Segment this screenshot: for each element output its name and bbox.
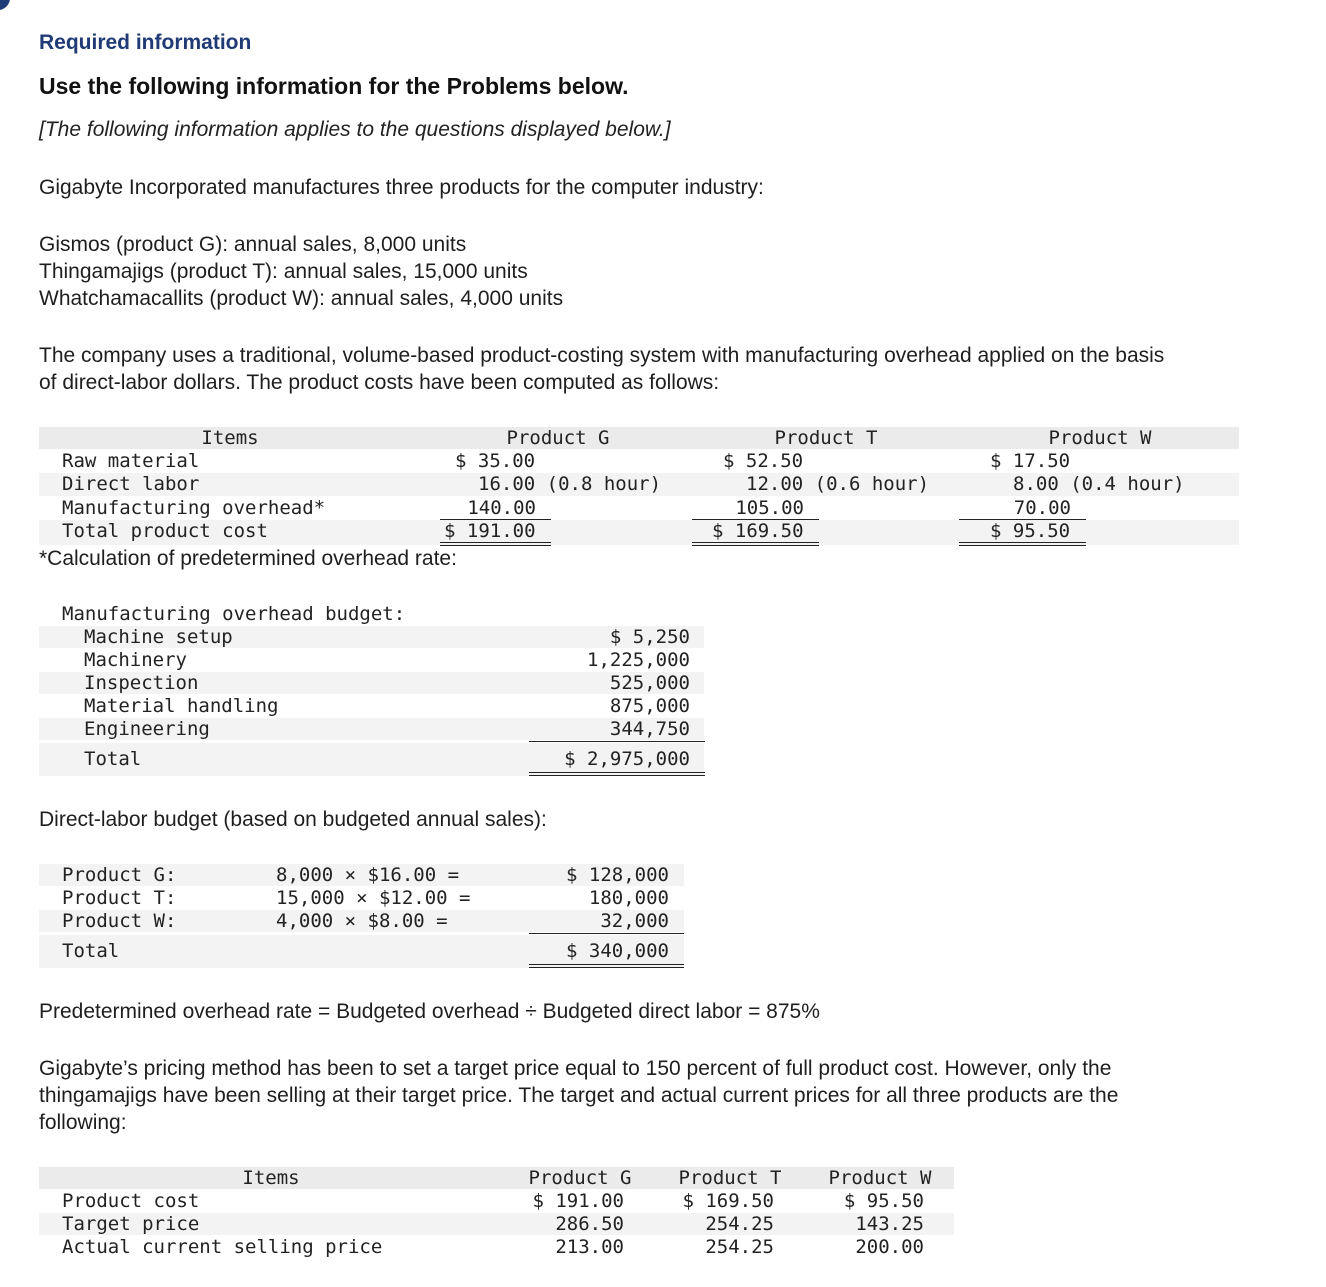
product-line-w: Whatchamacallits (product W): annual sales, 4,000 units xyxy=(39,287,564,310)
cost-row-label: Manufacturing overhead* xyxy=(62,497,326,519)
corner-badge xyxy=(0,0,10,10)
total-double-rule xyxy=(529,772,705,776)
overhead-row-label: Material handling xyxy=(84,695,279,717)
overhead-row-label: Engineering xyxy=(84,718,210,740)
overhead-row-label: Machinery xyxy=(84,649,187,671)
cost-row-label: Direct labor xyxy=(62,473,200,495)
cost-header-product-w: Product W xyxy=(1048,427,1152,449)
labor-budget-title: Direct-labor budget (based on budgeted annual sales): xyxy=(39,808,547,831)
labor-row-value: 32,000 xyxy=(600,910,669,932)
cost-row-t: 12.00 (0.6 hour) xyxy=(746,473,930,495)
price-row-g: $ 191.00 xyxy=(532,1190,624,1212)
cost-row-g: $ 191.00 xyxy=(444,520,536,542)
intro-text: Gigabyte Incorporated manufactures three products for the computer industry: xyxy=(39,176,764,199)
price-header-product-t: Product T xyxy=(678,1167,782,1189)
price-row-g: 213.00 xyxy=(555,1236,624,1258)
price-row-w: 143.25 xyxy=(855,1213,924,1235)
total-double-rule xyxy=(529,964,684,968)
cost-header-product-t: Product T xyxy=(774,427,878,449)
cost-row-w: $ 17.50 xyxy=(990,450,1071,472)
overhead-total-label: Total xyxy=(84,748,142,770)
labor-total-value: $ 340,000 xyxy=(566,940,669,962)
cost-header-items: Items xyxy=(201,427,259,449)
total-double-rule xyxy=(692,542,819,546)
cost-row-w: 8.00 (0.4 hour) xyxy=(1013,473,1185,495)
labor-total-label: Total xyxy=(62,940,120,962)
cost-row-g: 16.00 (0.8 hour) xyxy=(478,473,662,495)
labor-row-label: Product G: xyxy=(62,864,177,886)
price-row-t: 254.25 xyxy=(705,1213,774,1235)
overhead-row-value: 875,000 xyxy=(609,695,690,717)
pricing-text-line-3: following: xyxy=(39,1111,127,1134)
overhead-budget-title: Manufacturing overhead budget: xyxy=(62,603,406,625)
price-header-items: Items xyxy=(242,1167,300,1189)
subtotal-rule xyxy=(529,933,684,934)
labor-row-label: Product W: xyxy=(62,910,177,932)
cost-row-w: $ 95.50 xyxy=(990,520,1071,542)
overhead-row-label: Machine setup xyxy=(84,626,233,648)
subtotal-rule xyxy=(529,741,705,742)
price-row-w: $ 95.50 xyxy=(843,1190,924,1212)
cost-row-label: Total product cost xyxy=(62,520,268,542)
product-line-g: Gismos (product G): annual sales, 8,000 units xyxy=(39,233,467,256)
cost-row-g: 140.00 xyxy=(467,497,536,519)
price-row-t: 254.25 xyxy=(705,1236,774,1258)
labor-row-calc: 4,000 × $8.00 = xyxy=(276,910,448,932)
cost-row-g: $ 35.00 xyxy=(455,450,536,472)
cost-row-t: $ 52.50 xyxy=(723,450,804,472)
pricing-text-line-1: Gigabyte’s pricing method has been to set a target price equal to 150 percent of full product cost. However, only the xyxy=(39,1057,1112,1080)
price-header-product-w: Product W xyxy=(828,1167,932,1189)
overhead-total-value: $ 2,975,000 xyxy=(564,748,690,770)
cost-row-t: 105.00 xyxy=(735,497,804,519)
overhead-row-value: 1,225,000 xyxy=(587,649,690,671)
price-row-t: $ 169.50 xyxy=(682,1190,774,1212)
price-row-label: Target price xyxy=(62,1213,200,1235)
overhead-row-value: 525,000 xyxy=(609,672,690,694)
labor-row-value: 180,000 xyxy=(588,887,669,909)
costing-text-line-1: The company uses a traditional, volume-based product-costing system with manufacturing overhead applied on the basis xyxy=(39,344,1165,367)
product-line-t: Thingamajigs (product T): annual sales, 15,000 units xyxy=(39,260,528,283)
overhead-row-value: 344,750 xyxy=(609,718,690,740)
price-row-label: Product cost xyxy=(62,1190,200,1212)
labor-row-label: Product T: xyxy=(62,887,177,909)
overhead-rate-text: Predetermined overhead rate = Budgeted overhead ÷ Budgeted direct labor = 875% xyxy=(39,1000,820,1023)
cost-row-w: 70.00 xyxy=(1013,497,1071,519)
price-row-w: 200.00 xyxy=(855,1236,924,1258)
costing-text-line-2: of direct-labor dollars. The product costs have been computed as follows: xyxy=(39,371,720,394)
labor-row-calc: 15,000 × $12.00 = xyxy=(276,887,471,909)
required-information-heading: Required information xyxy=(39,31,252,54)
cost-header-product-g: Product G xyxy=(506,427,610,449)
price-header-product-g: Product G xyxy=(528,1167,632,1189)
labor-row-value: $ 128,000 xyxy=(566,864,669,886)
cost-row-t: $ 169.50 xyxy=(712,520,804,542)
instruction-text: [The following information applies to the questions displayed below.] xyxy=(39,118,671,141)
overhead-footnote: *Calculation of predetermined overhead rate: xyxy=(39,547,457,570)
overhead-row-label: Inspection xyxy=(84,672,199,694)
cost-row-label: Raw material xyxy=(62,450,200,472)
price-row-label: Actual current selling price xyxy=(62,1236,383,1258)
total-double-rule xyxy=(959,542,1086,546)
price-row-g: 286.50 xyxy=(555,1213,624,1235)
problem-title: Use the following information for the Problems below. xyxy=(39,73,629,99)
overhead-row-value: $ 5,250 xyxy=(609,626,690,648)
pricing-text-line-2: thingamajigs have been selling at their target price. The target and actual current prices for all three products are the xyxy=(39,1084,1119,1107)
labor-row-calc: 8,000 × $16.00 = xyxy=(276,864,460,886)
